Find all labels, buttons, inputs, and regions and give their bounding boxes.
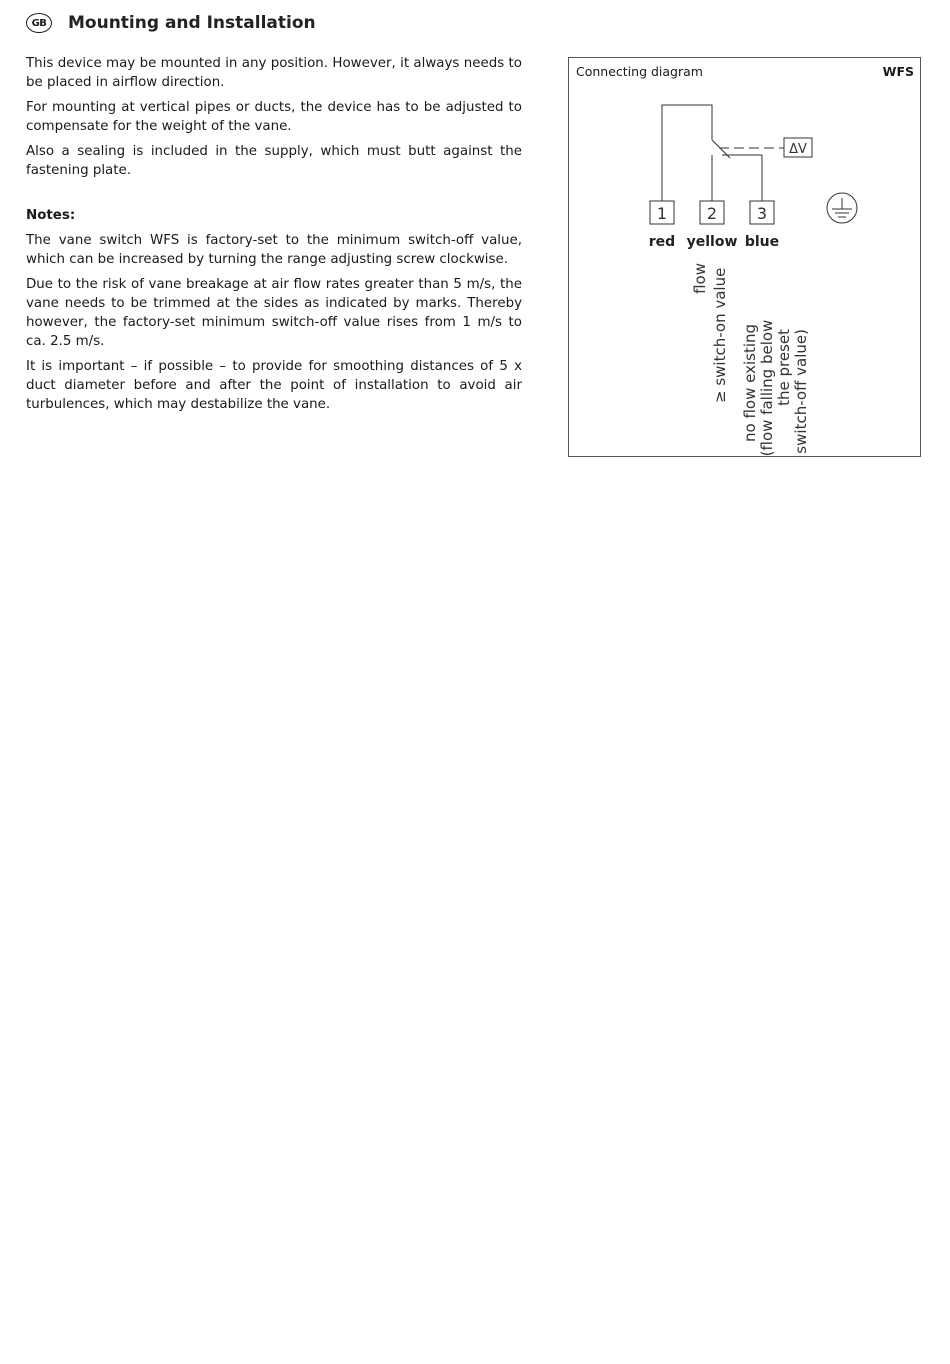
terminal-3-number: 3 (756, 204, 768, 223)
state-blue-line: switch-off value) (792, 329, 810, 454)
section-header (26, 10, 316, 36)
state-blue-line: (flow falling below (758, 319, 776, 457)
state-yellow (691, 263, 729, 403)
state-blue-line: no flow existing (741, 323, 759, 443)
earth-ground-icon (827, 193, 857, 223)
terminal-1-color: red (648, 234, 676, 250)
note-paragraph: It is important – if possible – to provide for smoothing distances of 5 x duct diameter before and after the point of installation to avoid air turbulences, which may destabilize the vane. (26, 359, 522, 412)
wiring-schematic (569, 58, 922, 458)
paragraph: This device may be mounted in any position. However, it always needs to be placed in airflow direction. (26, 56, 522, 90)
sensor-label: ΔV (789, 142, 807, 157)
state-yellow-line: ≥ switch-on value (711, 267, 729, 403)
paragraph: For mounting at vertical pipes or ducts, the device has to be adjusted to compensate for the weight of the vane. (26, 100, 522, 134)
page-title: Mounting and Installation (68, 13, 316, 33)
connecting-diagram (568, 57, 921, 457)
terminal-1-number: 1 (656, 204, 668, 223)
state-blue (741, 320, 810, 457)
language-badge: GB (26, 13, 52, 33)
terminal-2-color: yellow (686, 234, 738, 250)
diagram-title: Connecting diagram (576, 64, 703, 79)
state-yellow-line: flow (691, 263, 709, 294)
notes-heading: Notes: (26, 208, 76, 223)
terminal-2-number: 2 (706, 204, 718, 223)
text-column (26, 54, 522, 420)
state-blue-line: the preset (775, 329, 793, 406)
terminal-3-color: blue (744, 234, 780, 250)
wires (662, 105, 784, 201)
paragraph: Also a sealing is included in the supply, which must butt against the fastening plate. (26, 144, 522, 178)
wire-3 (722, 155, 762, 201)
note-paragraph: Due to the risk of vane breakage at air flow rates greater than 5 m/s, the vane needs to be trimmed at the sides as indicated by marks. Thereby however, the factory-set minimum switch-off value rises from 1 m/s to ca. 2.5 m/s. (26, 277, 522, 349)
wire-1 (662, 105, 712, 201)
note-paragraph: The vane switch WFS is factory-set to the minimum switch-off value, which can be increased by turning the range adjusting screw clockwise. (26, 233, 522, 267)
diagram-code: WFS (882, 64, 914, 79)
